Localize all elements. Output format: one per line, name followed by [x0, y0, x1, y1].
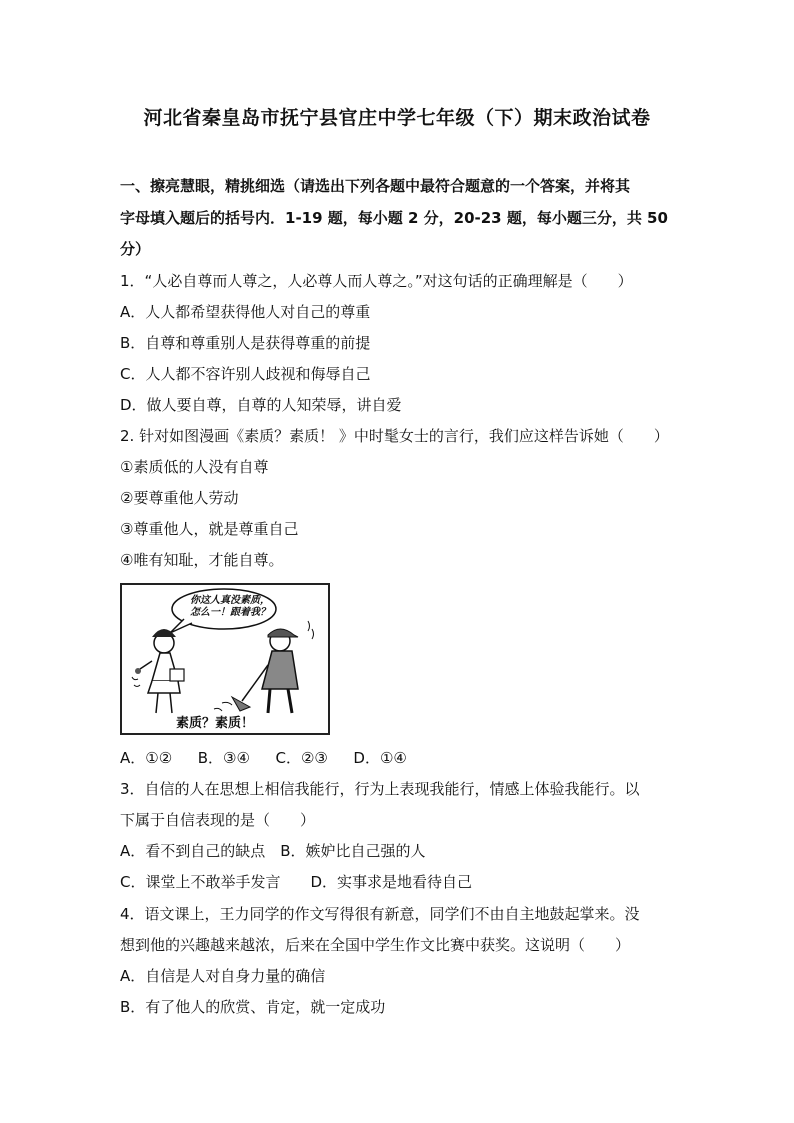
q3-options-cd: C．课堂上不敢举手发言 D．实事求是地看待自己: [120, 873, 473, 891]
q1-option-b: B．自尊和尊重别人是获得尊重的前提: [120, 334, 371, 352]
section-heading-line-2: 字母填入题后的括号内．1-19 题，每小题 2 分，20-23 题，每小题三分，共 50: [120, 209, 668, 227]
q1-option-d: D．做人要自尊，自尊的人知荣辱，讲自爱: [120, 396, 402, 414]
q4-option-a: A．自信是人对自身力量的确信: [120, 967, 326, 985]
section-heading-line-3: 分）: [120, 240, 151, 258]
q2-statement-3: ③尊重他人，就是尊重自己: [120, 520, 299, 538]
q3-stem-line-1: 3．自信的人在思想上相信我能行，行为上表现我能行，情感上体验我能行。以: [120, 780, 640, 798]
cartoon-bubble-line-1: 你这人真没素质，: [190, 595, 270, 606]
q2-options: [120, 747, 407, 768]
q1-stem: 1．“人必自尊而人尊之，人必尊人而人尊之。”对这句话的正确理解是（ ）: [120, 272, 633, 290]
cartoon-speech-bubble: [190, 595, 270, 619]
q3-stem-line-2: 下属于自信表现的是（ ）: [120, 811, 316, 829]
q4-stem-line-2: 想到他的兴趣越来越浓，后来在全国中学生作文比赛中获奖。这说明（ ）: [120, 936, 631, 954]
q3-options-ab: A．看不到自己的缺点 B．嫉妒比自己强的人: [120, 842, 426, 860]
q2-stem: 2. 针对如图漫画《素质？素质！ 》中时髦女士的言行，我们应这样告诉她（ ）: [120, 427, 669, 445]
cartoon-caption: 素质？素质！: [176, 716, 255, 731]
q2-statement-2: ②要尊重他人劳动: [120, 489, 239, 507]
q1-option-c: C．人人都不容许别人歧视和侮辱自己: [120, 365, 371, 383]
q4-option-b: B．有了他人的欣赏、肯定，就一定成功: [120, 998, 386, 1016]
q2-option-c: C．②③: [275, 749, 328, 767]
cartoon-image: [120, 583, 330, 735]
q4-stem-line-1: 4．语文课上，王力同学的作文写得很有新意，同学们不由自主地鼓起掌来。没: [120, 905, 640, 923]
q2-statement-4: ④唯有知耻，才能自尊。: [120, 551, 284, 569]
q2-statement-1: ①素质低的人没有自尊: [120, 458, 269, 476]
page-title: 河北省秦皇岛市抚宁县官庄中学七年级（下）期末政治试卷: [143, 107, 651, 129]
section-heading-line-1: 一、擦亮慧眼，精挑细选（请选出下列各题中最符合题意的一个答案，并将其: [120, 177, 631, 195]
cartoon-bubble-line-2: 怎么一！跟着我？: [190, 607, 270, 618]
q2-option-d: D．①④: [353, 749, 407, 767]
q2-option-a: A．①②: [120, 749, 173, 767]
q2-option-b: B．③④: [197, 749, 250, 767]
q1-option-a: A．人人都希望获得他人对自己的尊重: [120, 303, 371, 321]
